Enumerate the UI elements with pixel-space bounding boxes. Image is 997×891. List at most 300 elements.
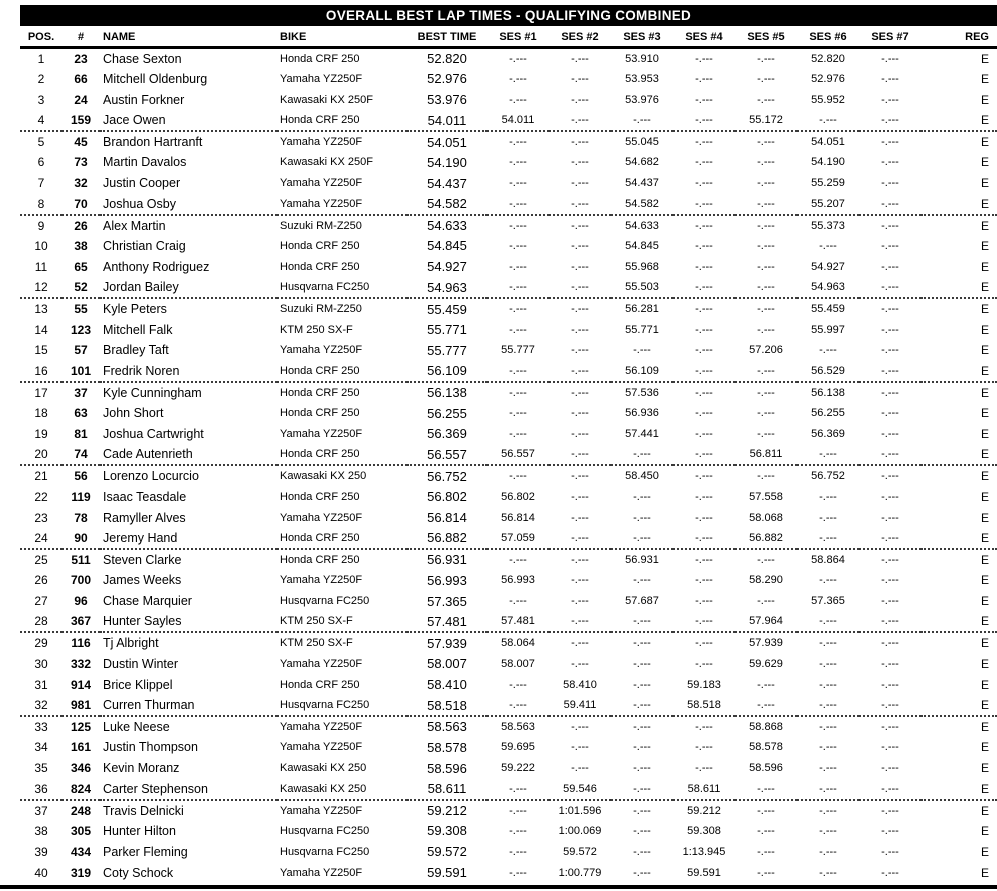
cell-ses5: -.--- [757, 93, 775, 106]
cell-rider-number: 45 [74, 135, 88, 149]
cell-ses4: -.--- [673, 277, 735, 298]
cell-ses7: -.--- [881, 866, 899, 879]
cell-ses7: -.--- [881, 720, 899, 733]
cell-ses2: -.--- [571, 156, 589, 169]
cell-ses1: -.--- [487, 277, 549, 298]
cell-ses1: 59.222 [501, 762, 535, 775]
cell-pos: 22 [34, 489, 48, 504]
cell-ses5: -.--- [757, 156, 775, 169]
cell-reg: E [921, 444, 997, 465]
cell-pos: 7 [37, 176, 45, 191]
cell-ses3: -.--- [633, 657, 651, 670]
table-row [20, 528, 997, 549]
cell-bike: KTM 250 SX-F [277, 612, 407, 633]
cell-ses6: 55.259 [811, 177, 845, 190]
cell-rider-number: 319 [70, 865, 92, 880]
cell-reg: E [980, 489, 989, 504]
table-row [20, 298, 997, 319]
cell-ses5: 56.882 [735, 528, 797, 549]
table-row [20, 444, 997, 465]
cell-rider-number: 37 [74, 385, 88, 400]
cell-ses7: -.--- [859, 695, 921, 716]
cell-ses6: -.--- [797, 528, 859, 549]
cell-best-time: 56.557 [407, 444, 487, 465]
cell-ses6: 55.952 [811, 93, 845, 106]
cell-rider-number: 74 [62, 444, 100, 465]
cell-rider-name: Luke Neese [103, 719, 170, 734]
cell-ses4: 59.591 [687, 866, 721, 879]
table-row [20, 361, 997, 382]
cell-best-time: 54.633 [427, 218, 467, 234]
cell-best-time: 54.927 [427, 259, 467, 275]
cell-ses4: -.--- [695, 177, 713, 190]
cell-best-time: 55.459 [427, 301, 467, 317]
cell-ses3: 53.910 [625, 52, 659, 65]
cell-rider-name: Chase Sexton [103, 51, 182, 66]
cell-ses3: -.--- [633, 762, 651, 775]
cell-ses6: -.--- [819, 657, 837, 670]
table-row [20, 549, 997, 570]
cell-ses7: -.--- [881, 845, 899, 858]
cell-ses5: -.--- [757, 72, 775, 85]
cell-ses5: 58.578 [749, 741, 783, 754]
cell-ses7: -.--- [859, 361, 921, 382]
table-row [20, 800, 997, 821]
cell-ses1: -.--- [509, 136, 527, 148]
cell-pos: 21 [34, 469, 48, 484]
cell-rider-number: 65 [74, 259, 88, 274]
cell-pos: 33 [34, 719, 48, 734]
cell-rider-number: 159 [62, 110, 100, 131]
cell-ses2: -.--- [571, 574, 589, 587]
cell-ses1: 56.802 [501, 490, 535, 503]
cell-rider-name: Dustin Winter [103, 656, 179, 671]
cell-ses2: -.--- [549, 612, 611, 633]
cell-ses6: 58.864 [811, 553, 845, 566]
cell-ses7: -.--- [881, 260, 899, 273]
cell-rider-number: 90 [62, 528, 100, 549]
cell-ses1: -.--- [509, 470, 527, 483]
cell-best-time: 59.212 [427, 803, 467, 818]
cell-ses5: 57.206 [749, 344, 783, 357]
cell-reg: E [980, 719, 989, 734]
cell-rider-name: Justin Cooper [103, 176, 181, 191]
cell-ses5: 57.964 [735, 612, 797, 633]
column-header-ses3: SES #3 [611, 27, 673, 48]
cell-best-time: 54.963 [407, 277, 487, 298]
cell-ses5: -.--- [735, 695, 797, 716]
cell-reg: E [980, 302, 989, 317]
cell-rider-name: Kevin Moranz [103, 761, 180, 776]
cell-bike: Yamaha YZ250F [280, 344, 363, 357]
cell-bike: Husqvarna FC250 [277, 695, 407, 716]
cell-ses3: 55.503 [611, 277, 673, 298]
cell-rider-number: 96 [74, 594, 88, 609]
cell-bike: Husqvarna FC250 [280, 824, 370, 837]
table-row [20, 737, 997, 758]
cell-ses4: -.--- [695, 219, 713, 232]
cell-pos: 25 [34, 552, 48, 567]
cell-reg: E [980, 594, 989, 609]
cell-ses4: -.--- [695, 762, 713, 775]
cell-ses7: -.--- [859, 444, 921, 465]
cell-rider-name: Joshua Osby [100, 194, 277, 215]
cell-ses3: -.--- [633, 804, 651, 817]
cell-ses5: 59.629 [749, 657, 783, 670]
cell-pos: 16 [20, 361, 62, 382]
cell-reg: E [921, 277, 997, 298]
cell-ses5: -.--- [757, 845, 775, 858]
cell-ses5: -.--- [757, 239, 775, 252]
cell-ses4: -.--- [695, 72, 713, 85]
cell-ses5: -.--- [757, 427, 775, 440]
cell-ses2: -.--- [571, 595, 589, 608]
cell-ses5: -.--- [757, 824, 775, 837]
cell-pos: 2 [37, 71, 45, 86]
cell-ses5: -.--- [757, 323, 775, 336]
cell-rider-number: 305 [70, 823, 92, 838]
cell-ses7: -.--- [859, 528, 921, 549]
table-row [20, 591, 997, 612]
cell-ses1: -.--- [509, 303, 527, 316]
table-row [20, 131, 997, 152]
cell-best-time: 58.611 [407, 779, 487, 800]
cell-best-time: 57.481 [407, 612, 487, 633]
cell-ses7: -.--- [881, 303, 899, 316]
cell-ses1: -.--- [509, 595, 527, 608]
cell-ses3: -.--- [611, 612, 673, 633]
cell-ses7: -.--- [881, 470, 899, 483]
cell-rider-name: Fredrik Noren [100, 361, 277, 382]
cell-ses7: -.--- [881, 177, 899, 190]
cell-ses2: -.--- [571, 344, 589, 357]
cell-ses4: -.--- [695, 553, 713, 566]
cell-ses6: 54.051 [811, 136, 845, 148]
cell-best-time: 58.563 [427, 719, 467, 735]
cell-reg: E [980, 656, 989, 671]
cell-rider-number: 346 [70, 761, 92, 776]
table-row [20, 716, 997, 737]
cell-rider-name: Chase Marquier [103, 594, 192, 609]
cell-pos: 8 [20, 194, 62, 215]
cell-ses3: -.--- [633, 824, 651, 837]
cell-ses2: 1:00.779 [558, 866, 602, 879]
cell-ses2: -.--- [571, 52, 589, 65]
table-row [20, 570, 997, 591]
cell-bike: Kawasaki KX 250F [280, 156, 373, 169]
cell-ses1: -.--- [509, 219, 527, 232]
cell-ses4: -.--- [695, 637, 713, 650]
cell-rider-name: Joshua Cartwright [103, 426, 204, 441]
cell-rider-number: 123 [70, 322, 92, 337]
cell-ses6: -.--- [819, 845, 837, 858]
cell-rider-name: Mitchell Falk [103, 322, 173, 337]
cell-bike: Honda CRF 250 [280, 260, 360, 273]
cell-best-time: 58.410 [427, 677, 467, 693]
cell-best-time: 56.993 [427, 572, 467, 588]
cell-rider-name: Jace Owen [100, 110, 277, 131]
cell-bike: KTM 250 SX-F [280, 323, 353, 336]
cell-ses3: -.--- [611, 110, 673, 131]
cell-ses7: -.--- [881, 136, 899, 148]
cell-ses7: -.--- [881, 93, 899, 106]
cell-rider-number: 24 [74, 92, 88, 107]
cell-ses7: -.--- [881, 239, 899, 252]
table-row [20, 68, 997, 89]
cell-reg: E [980, 426, 989, 441]
cell-ses5: -.--- [757, 804, 775, 817]
cell-ses3: 54.437 [625, 177, 659, 190]
cell-pos: 26 [34, 573, 48, 588]
cell-ses5: -.--- [757, 260, 775, 273]
cell-ses1: -.--- [509, 553, 527, 566]
cell-rider-number: 38 [74, 238, 88, 253]
cell-reg: E [921, 194, 997, 215]
cell-ses4: -.--- [695, 239, 713, 252]
cell-ses3: -.--- [633, 678, 651, 691]
cell-ses6: -.--- [819, 637, 837, 650]
table-row [20, 403, 997, 424]
cell-best-time: 59.308 [427, 823, 467, 839]
cell-rider-number: 78 [74, 510, 88, 525]
cell-ses2: -.--- [571, 239, 589, 252]
cell-ses3: 58.450 [625, 470, 659, 483]
cell-rider-number: 66 [74, 71, 88, 86]
cell-rider-name: Lorenzo Locurcio [103, 469, 199, 484]
cell-reg: E [980, 322, 989, 337]
cell-reg: E [980, 636, 989, 651]
column-header-bike: BIKE [277, 27, 407, 48]
cell-rider-number: 63 [74, 406, 88, 421]
cell-reg: E [921, 361, 997, 382]
cell-bike: Yamaha YZ250F [280, 866, 363, 879]
cell-ses3: 54.633 [625, 219, 659, 232]
table-row [20, 340, 997, 361]
cell-ses7: -.--- [881, 574, 899, 587]
cell-rider-name: Martin Davalos [103, 155, 187, 170]
cell-ses2: -.--- [571, 177, 589, 190]
cell-ses5: 58.596 [749, 762, 783, 775]
cell-reg: E [980, 823, 989, 838]
cell-rider-number: 52 [62, 277, 100, 298]
cell-ses4: -.--- [695, 427, 713, 440]
cell-ses3: 57.536 [625, 386, 659, 399]
cell-ses4: -.--- [695, 93, 713, 106]
cell-reg: E [980, 844, 989, 859]
cell-bike: Honda CRF 250 [280, 553, 360, 566]
column-header-best-time: BEST TIME [407, 27, 487, 48]
cell-best-time: 54.051 [427, 134, 467, 150]
cell-ses7: -.--- [881, 386, 899, 399]
cell-bike: Yamaha YZ250F [280, 741, 363, 754]
cell-ses1: 58.563 [501, 720, 535, 733]
cell-ses2: -.--- [549, 444, 611, 465]
cell-best-time: 59.572 [427, 844, 467, 860]
cell-ses4: 59.183 [687, 678, 721, 691]
cell-ses1: 56.557 [487, 444, 549, 465]
cell-bike: Honda CRF 250 [280, 239, 360, 252]
column-header-pos: POS. [20, 27, 62, 48]
cell-ses5: -.--- [757, 136, 775, 148]
cell-ses3: 56.931 [625, 553, 659, 566]
cell-reg: E [921, 612, 997, 633]
cell-ses7: -.--- [881, 553, 899, 566]
cell-pos: 13 [34, 302, 48, 317]
cell-ses7: -.--- [881, 657, 899, 670]
cell-ses6: 54.963 [797, 277, 859, 298]
cell-reg: E [980, 385, 989, 400]
cell-ses6: 56.752 [811, 470, 845, 483]
cell-ses6: -.--- [819, 678, 837, 691]
cell-ses3: -.--- [633, 637, 651, 650]
cell-pos: 10 [34, 238, 48, 253]
cell-ses4: -.--- [695, 595, 713, 608]
cell-best-time: 54.582 [407, 194, 487, 215]
cell-pos: 31 [34, 677, 48, 692]
cell-bike: Honda CRF 250 [280, 407, 360, 420]
cell-pos: 1 [37, 51, 45, 66]
cell-best-time: 59.591 [427, 865, 467, 881]
cell-ses6: 52.976 [811, 72, 845, 85]
cell-bike: Honda CRF 250 [277, 361, 407, 382]
cell-ses1: 56.814 [501, 511, 535, 524]
cell-reg: E [980, 552, 989, 567]
column-header-reg: REG [921, 27, 997, 48]
cell-pos: 36 [20, 779, 62, 800]
cell-ses4: -.--- [695, 386, 713, 399]
cell-ses7: -.--- [881, 490, 899, 503]
cell-ses6: 55.207 [797, 194, 859, 215]
cell-ses3: -.--- [633, 511, 651, 524]
cell-pos: 29 [34, 636, 48, 651]
cell-ses7: -.--- [881, 72, 899, 85]
cell-ses1: -.--- [509, 386, 527, 399]
cell-bike: Husqvarna FC250 [280, 595, 370, 608]
cell-ses7: -.--- [881, 762, 899, 775]
cell-ses4: -.--- [695, 136, 713, 148]
column-header-name: NAME [100, 27, 277, 48]
cell-best-time: 56.255 [427, 405, 467, 421]
cell-ses1: 54.011 [487, 110, 549, 131]
table-row [20, 758, 997, 779]
cell-ses4: -.--- [695, 344, 713, 357]
table-row [20, 862, 997, 883]
cell-bike: Yamaha YZ250F [280, 177, 363, 190]
cell-rider-name: Carter Stephenson [100, 779, 277, 800]
cell-ses5: -.--- [757, 678, 775, 691]
cell-best-time: 54.437 [427, 175, 467, 191]
cell-best-time: 58.518 [407, 695, 487, 716]
cell-ses4: 58.611 [673, 779, 735, 800]
cell-ses4: 59.308 [687, 824, 721, 837]
cell-best-time: 58.578 [427, 739, 467, 755]
cell-reg: E [980, 218, 989, 233]
cell-rider-number: 700 [70, 573, 92, 588]
cell-rider-name: Mitchell Oldenburg [103, 71, 208, 86]
cell-bike: Yamaha YZ250F [280, 804, 363, 817]
cell-bike: Kawasaki KX 250 [280, 762, 367, 775]
cell-rider-number: 55 [74, 302, 88, 317]
table-row [20, 820, 997, 841]
cell-pos: 37 [34, 803, 48, 818]
cell-ses7: -.--- [881, 804, 899, 817]
cell-ses2: -.--- [571, 720, 589, 733]
table-row [20, 779, 997, 800]
cell-pos: 30 [34, 656, 48, 671]
cell-ses2: 59.546 [549, 779, 611, 800]
cell-rider-name: Brice Klippel [103, 677, 173, 692]
cell-ses5: 58.868 [749, 720, 783, 733]
cell-best-time: 56.752 [427, 468, 467, 484]
table-row [20, 465, 997, 486]
cell-reg: E [921, 528, 997, 549]
cell-rider-number: 32 [74, 176, 88, 191]
cell-ses1: 58.064 [501, 637, 535, 650]
cell-ses7: -.--- [881, 323, 899, 336]
cell-ses3: 55.045 [625, 136, 659, 148]
cell-rider-name: Hunter Sayles [100, 612, 277, 633]
cell-pos: 5 [37, 135, 45, 149]
cell-bike: Yamaha YZ250F [280, 136, 363, 148]
cell-ses4: -.--- [673, 444, 735, 465]
table-row [20, 215, 997, 236]
page-title: OVERALL BEST LAP TIMES - QUALIFYING COMBINED [20, 5, 997, 26]
cell-rider-name: Christian Craig [103, 238, 186, 253]
cell-pos: 4 [20, 110, 62, 131]
cell-ses3: 53.976 [625, 93, 659, 106]
cell-ses6: -.--- [819, 720, 837, 733]
cell-pos: 3 [37, 92, 45, 107]
cell-pos: 35 [34, 761, 48, 776]
cell-ses6: -.--- [797, 612, 859, 633]
cell-reg: E [980, 865, 989, 880]
cell-best-time: 58.596 [427, 760, 467, 776]
cell-rider-number: 511 [71, 552, 91, 567]
cell-reg: E [980, 406, 989, 421]
cell-reg: E [921, 695, 997, 716]
table-row [20, 507, 997, 528]
cell-reg: E [980, 469, 989, 484]
cell-rider-name: Cade Autenrieth [100, 444, 277, 465]
cell-ses7: -.--- [881, 219, 899, 232]
cell-rider-number: 57 [74, 343, 88, 358]
cell-reg: E [980, 573, 989, 588]
table-row [20, 194, 997, 215]
cell-ses7: -.--- [881, 637, 899, 650]
cell-pos: 23 [34, 510, 48, 525]
cell-ses1: -.--- [509, 52, 527, 65]
cell-rider-name: Anthony Rodriguez [103, 259, 210, 274]
cell-ses2: -.--- [571, 323, 589, 336]
cell-bike: Honda CRF 250 [277, 444, 407, 465]
cell-rider-number: 56 [74, 469, 88, 484]
cell-pos: 28 [20, 612, 62, 633]
cell-ses1: -.--- [509, 93, 527, 106]
cell-reg: E [980, 510, 989, 525]
lap-times-table [20, 27, 997, 883]
cell-best-time: 58.007 [427, 656, 467, 672]
cell-ses7: -.--- [881, 741, 899, 754]
cell-best-time: 54.011 [407, 110, 487, 131]
cell-bike: Honda CRF 250 [280, 52, 360, 65]
cell-ses5: -.--- [757, 866, 775, 879]
cell-ses2: -.--- [571, 637, 589, 650]
bottom-border-rule [0, 885, 997, 889]
cell-ses2: -.--- [571, 407, 589, 420]
cell-ses5: 55.172 [735, 110, 797, 131]
cell-rider-name: Justin Thompson [103, 740, 198, 755]
cell-rider-name: John Short [103, 406, 164, 421]
